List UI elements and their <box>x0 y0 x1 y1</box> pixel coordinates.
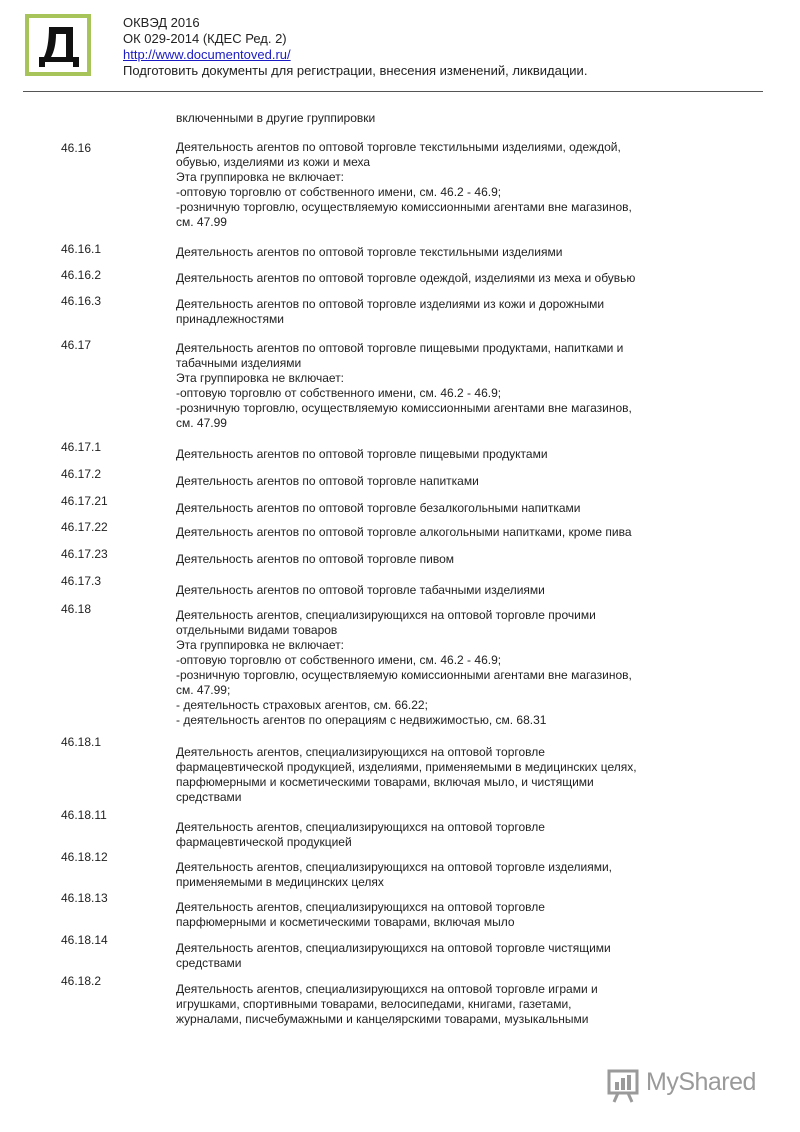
entry-line: -розничную торговлю, осуществляемую комиссионными агентами вне магазинов, <box>176 668 632 682</box>
entry-code: 46.17.2 <box>61 467 102 481</box>
entry-line: -оптовую торговлю от собственного имени, см. 46.2 - 46.9; <box>176 386 502 400</box>
entry-description <box>176 525 716 540</box>
entry-line: см. 47.99 <box>176 215 227 229</box>
entry-description <box>176 447 716 462</box>
entry-description <box>176 245 716 260</box>
entry-line: журналами, писчебумажными и канцелярскими товарами, музыкальными <box>176 1012 589 1026</box>
entry-code: 46.18.1 <box>61 735 102 749</box>
entry-line: применяемыми в медицинских целях <box>176 875 384 889</box>
doc-subtitle: ОК 029-2014 (КДЕС Ред. 2) <box>123 31 287 46</box>
entry-description <box>176 941 716 971</box>
entry-line: Деятельность агентов, специализирующихся на оптовой торговле <box>176 900 545 914</box>
website-link[interactable]: http://www.documentoved.ru/ <box>123 47 291 62</box>
entry-code: 46.18 <box>61 602 92 616</box>
entry-line: Деятельность агентов по оптовой торговле напитками <box>176 474 479 488</box>
entry-line: табачными изделиями <box>176 356 302 370</box>
entry-line: Деятельность агентов, специализирующихся на оптовой торговле прочими <box>176 608 596 622</box>
entry-code: 46.18.13 <box>61 891 108 905</box>
entry-line: Деятельность агентов, специализирующихся на оптовой торговле чистящими <box>176 941 611 955</box>
entry-line: отдельными видами товаров <box>176 623 338 637</box>
entry-line: Эта группировка не включает: <box>176 638 345 652</box>
entry-code: 46.16.2 <box>61 268 102 282</box>
entry-description <box>176 860 716 890</box>
entry-line: Деятельность агентов по оптовой торговле безалкогольными напитками <box>176 501 581 515</box>
entry-line: Деятельность агентов по оптовой торговле пищевыми продуктами, напитками и <box>176 341 624 355</box>
entry-code: 46.18.12 <box>61 850 108 864</box>
entry-code: 46.17 <box>61 338 92 352</box>
entry-code: 46.16.1 <box>61 242 102 256</box>
entry-line: парфюмерными и косметическими товарами, включая мыло <box>176 915 515 929</box>
entry-description <box>176 745 716 805</box>
entry-description <box>176 474 716 489</box>
entry-description <box>176 552 716 567</box>
entry-line: см. 47.99 <box>176 416 227 430</box>
watermark <box>606 1066 776 1106</box>
entry-line: Эта группировка не включает: <box>176 170 345 184</box>
entry-line: Деятельность агентов, специализирующихся на оптовой торговле изделиями, <box>176 860 612 874</box>
entry-line: игрушками, спортивными товарами, велосипедами, книгами, газетами, <box>176 997 572 1011</box>
entry-code: 46.18.14 <box>61 933 108 947</box>
entry-line: средствами <box>176 790 242 804</box>
header-tagline: Подготовить документы для регистрации, внесения изменений, ликвидации. <box>123 63 588 78</box>
entry-code: 46.17.3 <box>61 574 102 588</box>
entry-line: Деятельность агентов по оптовой торговле одеждой, изделиями из меха и обувью <box>176 271 636 285</box>
entry-line: -оптовую торговлю от собственного имени, см. 46.2 - 46.9; <box>176 185 502 199</box>
entry-description <box>176 271 716 286</box>
entry-line: Деятельность агентов по оптовой торговле изделиями из кожи и дорожными <box>176 297 605 311</box>
entry-line: - деятельность страховых агентов, см. 66.22; <box>176 698 428 712</box>
entry-line: -розничную торговлю, осуществляемую комиссионными агентами вне магазинов, <box>176 401 632 415</box>
entry-line: принадлежностями <box>176 312 284 326</box>
entry-code: 46.16.3 <box>61 294 102 308</box>
entry-code: 46.18.11 <box>61 808 107 822</box>
entry-line: Деятельность агентов, специализирующихся на оптовой торговле играми и <box>176 982 598 996</box>
entry-line: -оптовую торговлю от собственного имени, см. 46.2 - 46.9; <box>176 653 502 667</box>
entry-description <box>176 900 716 930</box>
entry-line: Деятельность агентов, специализирующихся на оптовой торговле <box>176 820 545 834</box>
entry-line: - деятельность агентов по операциям с недвижимостью, см. 68.31 <box>176 713 547 727</box>
entry-line: Деятельность агентов по оптовой торговле текстильными изделиями, одеждой, <box>176 140 621 154</box>
entry-line: Деятельность агентов по оптовой торговле пищевыми продуктами <box>176 447 548 461</box>
entry-line: средствами <box>176 956 242 970</box>
doc-title: ОКВЭД 2016 <box>123 15 200 30</box>
entry-code: 46.18.2 <box>61 974 102 988</box>
watermark-text: MyShared <box>646 1068 756 1096</box>
entry-line: -розничную торговлю, осуществляемую комиссионными агентами вне магазинов, <box>176 200 632 214</box>
entry-description <box>176 982 716 1027</box>
entry-line: Деятельность агентов, специализирующихся на оптовой торговле <box>176 745 545 759</box>
entry-description <box>176 501 716 516</box>
entry-line: обувью, изделиями из кожи и меха <box>176 155 371 169</box>
entry-line: см. 47.99; <box>176 683 231 697</box>
presentation-board-icon <box>606 1068 642 1104</box>
entry-description <box>176 583 716 598</box>
entry-code: 46.17.22 <box>61 520 108 534</box>
entry-code: 46.17.23 <box>61 547 108 561</box>
entry-line: Деятельность агентов по оптовой торговле пивом <box>176 552 455 566</box>
entry-code: 46.17.1 <box>61 440 102 454</box>
entry-description <box>176 341 716 431</box>
continuation-text: включенными в другие группировки <box>176 111 376 125</box>
entry-description <box>176 608 716 728</box>
entry-code: 46.16 <box>61 141 92 155</box>
entry-code: 46.17.21 <box>61 494 108 508</box>
entry-line: парфюмерными и косметическими товарами, включая мыло, и чистящими <box>176 775 594 789</box>
entry-line: Деятельность агентов по оптовой торговле табачными изделиями <box>176 583 545 597</box>
entry-description <box>176 820 716 850</box>
entry-line: Эта группировка не включает: <box>176 371 345 385</box>
entry-line: фармацевтической продукцией <box>176 835 352 849</box>
entry-line: Деятельность агентов по оптовой торговле текстильными изделиями <box>176 245 563 259</box>
entry-line: Деятельность агентов по оптовой торговле алкогольными напитками, кроме пива <box>176 525 632 539</box>
entry-line: фармацевтической продукцией, изделиями, применяемыми в медицинских целях, <box>176 760 637 774</box>
entry-description <box>176 140 716 230</box>
entry-description <box>176 297 716 327</box>
